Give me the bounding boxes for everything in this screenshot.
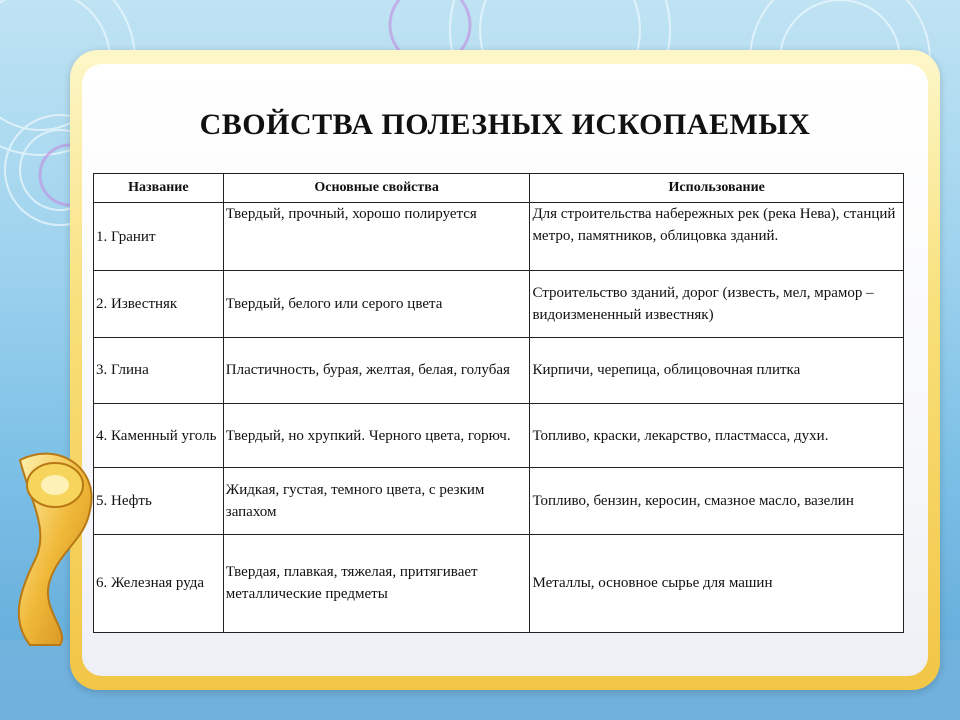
table-row [94,337,904,403]
cell-properties: Твердый, белого или серого цвета [223,271,530,337]
cell-name: 2. Известняк [94,271,224,337]
cell-usage: Кирпичи, черепица, облицовочная плитка [530,337,904,403]
cell-name: 5. Нефть [94,468,224,534]
page-title: СВОЙСТВА ПОЛЕЗНЫХ ИСКОПАЕМЫХ [199,108,811,141]
cell-usage: Топливо, краски, лекарство, пластмасса, духи. [530,403,904,467]
cell-properties: Твердая, плавкая, тяжелая, притягивает металлические предметы [223,534,530,633]
minerals-table [93,173,904,633]
cell-properties: Твердый, прочный, хорошо полируется [223,203,530,271]
table-header-row [94,174,904,203]
table-row [94,203,904,271]
cell-properties: Пластичность, бурая, желтая, белая, голубая [223,337,530,403]
cell-name: 3. Глина [94,337,224,403]
cell-name: 6. Железная руда [94,534,224,633]
header-properties: Основные свойства [223,174,530,203]
cell-usage: Для строительства набережных рек (река Нева), станций метро, памятников, облицовка зданий. [530,203,904,271]
table-row [94,271,904,337]
cell-usage: Строительство зданий, дорог (известь, мел, мрамор – видоизмененный известняк) [530,271,904,337]
cell-name: 1. Гранит [94,203,224,271]
table-row [94,403,904,467]
cell-properties: Жидкая, густая, темного цвета, с резким запахом [223,468,530,534]
cell-properties: Твердый, но хрупкий. Черного цвета, горюч. [223,403,530,467]
cell-name: 4. Каменный уголь [94,403,224,467]
table-row [94,534,904,633]
table-row [94,468,904,534]
cell-usage: Топливо, бензин, керосин, смазное масло, вазелин [530,468,904,534]
header-name: Название [94,174,224,203]
cell-usage: Металлы, основное сырье для машин [530,534,904,633]
header-usage: Использование [530,174,904,203]
